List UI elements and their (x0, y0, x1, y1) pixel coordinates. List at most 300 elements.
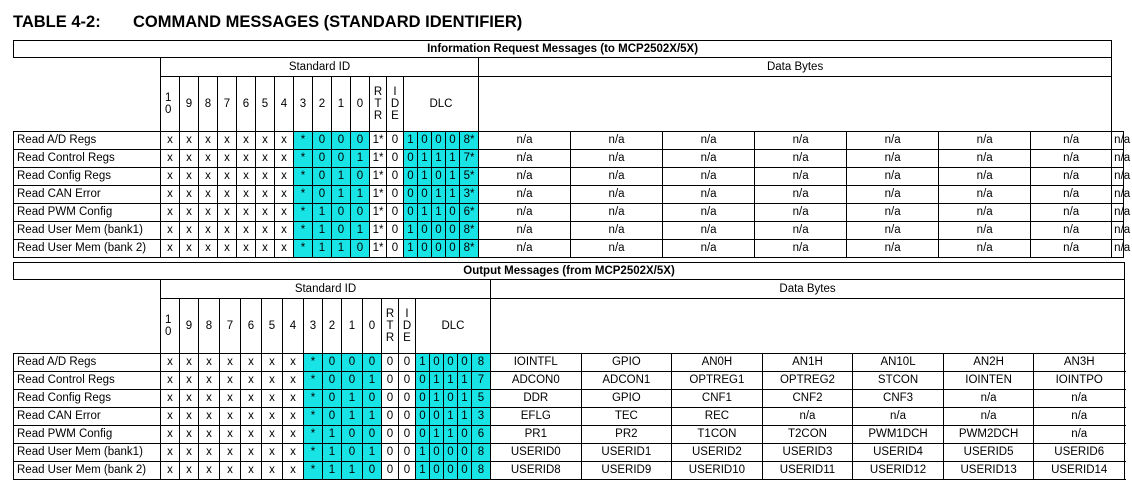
dlc-cell: 0 (432, 168, 446, 186)
id-bit-cell: x (180, 354, 199, 372)
data-byte-cell: n/a (1112, 222, 1124, 240)
id-bit-cell: x (161, 390, 180, 408)
id-bit-cell: x (180, 444, 199, 462)
dlc-cell: 0 (458, 426, 472, 444)
dlc-cell: 0 (404, 186, 418, 204)
id-bit-cell: x (241, 408, 262, 426)
id-bit-header-char: 1 (165, 91, 172, 104)
id-bit-cell: 1 (323, 462, 342, 480)
data-byte-cell: n/a (939, 150, 1031, 168)
id-bit-cell: 1 (332, 240, 351, 258)
id-bit-cell: x (283, 390, 304, 408)
information-request-table (13, 40, 1131, 258)
dlc-cell: 0 (430, 444, 444, 462)
dlc-cell: 7 (472, 372, 491, 390)
id-bit-cell: x (262, 408, 283, 426)
id-bit-cell: x (256, 132, 275, 150)
table-row (14, 354, 1125, 372)
id-bit-cell: * (304, 354, 323, 372)
data-byte-cell: n/a (663, 204, 755, 222)
id-bit-cell: * (294, 168, 313, 186)
data-byte-cell: n/a (943, 390, 1034, 408)
id-bit-cell: x (275, 186, 294, 204)
command-label: Read User Mem (bank 2) (14, 462, 161, 480)
dlc-cell: 1 (458, 408, 472, 426)
id-bit-cell: x (199, 204, 218, 222)
id-bit-cell: x (262, 372, 283, 390)
id-bit-cell: 0 (351, 132, 370, 150)
header-blank-cell (14, 280, 161, 354)
dlc-cell: 0 (444, 354, 458, 372)
id-bit-cell: 0 (313, 186, 332, 204)
data-byte-cell: ADCON0 (491, 372, 582, 390)
id-bit-cell: x (275, 150, 294, 168)
group-header-row (14, 280, 1125, 299)
id-bit-cell: x (199, 186, 218, 204)
id-bit-cell: x (218, 222, 237, 240)
id-bit-cell: x (180, 462, 199, 480)
id-bit-cell: x (218, 132, 237, 150)
id-bit-cell: x (161, 426, 180, 444)
table-row (14, 132, 1124, 150)
data-byte-cell: USERID13 (943, 462, 1034, 480)
id-bit-header: 6 (241, 299, 262, 354)
id-bit-cell: x (283, 408, 304, 426)
dlc-cell: 0 (418, 240, 432, 258)
id-bit-cell: 0 (351, 240, 370, 258)
ide-header (399, 299, 416, 354)
data-byte-cell: n/a (847, 186, 939, 204)
dlc-cell: 1 (444, 408, 458, 426)
dlc-cell: 0 (430, 408, 444, 426)
id-bit-cell: x (161, 132, 180, 150)
id-bit-cell: x (199, 132, 218, 150)
command-label: Read PWM Config (14, 204, 161, 222)
data-byte-cell: n/a (479, 168, 571, 186)
id-bit-cell: x (262, 444, 283, 462)
table-title: COMMAND MESSAGES (STANDARD IDENTIFIER) (133, 13, 523, 31)
data-byte-cell: n/a (755, 240, 847, 258)
data-byte-cell: AN1H (762, 354, 853, 372)
ide-header-char: E (391, 110, 399, 123)
id-bit-header: 5 (256, 77, 275, 132)
dlc-cell: 0 (418, 186, 432, 204)
data-byte-cell: n/a (755, 204, 847, 222)
id-bit-cell: 0 (351, 168, 370, 186)
data-byte-cell: n/a (847, 132, 939, 150)
id-bit-cell: 0 (351, 204, 370, 222)
data-byte-cell: PR2 (581, 426, 672, 444)
id-bit-cell: 0 (313, 150, 332, 168)
dlc-cell: 1 (416, 462, 430, 480)
id-bit-cell: x (237, 204, 256, 222)
table-row (14, 408, 1125, 426)
id-bit-header: 4 (283, 299, 304, 354)
dlc-cell: 1 (432, 150, 446, 168)
id-bit-cell: 0 (313, 168, 332, 186)
dlc-cell: 1 (458, 372, 472, 390)
id-bit-cell: x (241, 426, 262, 444)
dlc-cell: 1 (432, 204, 446, 222)
id-bit-header: 1 (332, 77, 351, 132)
output-messages-table (13, 262, 1125, 480)
rtr-cell: 0 (382, 444, 399, 462)
rtr-header-char: T (374, 97, 382, 110)
data-byte-cell: USERID8 (491, 462, 582, 480)
id-bit-cell: x (161, 168, 180, 186)
data-byte-cell: IOINTFL (491, 354, 582, 372)
data-byte-cell: n/a (571, 204, 663, 222)
id-bit-cell: x (180, 390, 199, 408)
id-bit-cell: 0 (323, 354, 342, 372)
command-label: Read PWM Config (14, 426, 161, 444)
data-byte-cell: n/a (479, 222, 571, 240)
table-row (14, 222, 1124, 240)
id-bit-cell: x (220, 408, 241, 426)
table-row (14, 186, 1124, 204)
command-label: Read Control Regs (14, 150, 161, 168)
id-bit-header: 8 (199, 299, 220, 354)
id-bit-cell: x (237, 132, 256, 150)
ide-cell: 0 (399, 372, 416, 390)
data-byte-cell: n/a (663, 150, 755, 168)
dlc-cell: 0 (416, 408, 430, 426)
id-bit-header: 3 (304, 299, 323, 354)
id-bit-cell: 1 (323, 444, 342, 462)
id-bit-header: 2 (313, 77, 332, 132)
dlc-cell: 5 (472, 390, 491, 408)
id-bit-cell: x (161, 240, 180, 258)
command-label: Read Config Regs (14, 168, 161, 186)
data-byte-cell: n/a (479, 204, 571, 222)
dlc-cell: 8* (460, 132, 479, 150)
id-bit-header (161, 77, 180, 132)
id-bit-cell: 1 (342, 462, 363, 480)
data-byte-cell: n/a (1031, 240, 1112, 258)
id-bit-cell: x (199, 408, 220, 426)
id-bit-header-char: 1 (165, 313, 172, 326)
id-bit-cell: x (262, 462, 283, 480)
data-byte-cell: n/a (663, 186, 755, 204)
data-byte-cell: EFLG (491, 408, 582, 426)
dlc-cell: 0 (416, 372, 430, 390)
id-bit-cell: x (180, 372, 199, 390)
rtr-header-char: R (373, 85, 383, 98)
id-bit-cell: x (218, 240, 237, 258)
ide-cell: 0 (399, 426, 416, 444)
id-bit-header: 0 (363, 299, 382, 354)
id-bit-cell: x (199, 444, 220, 462)
dlc-cell: 1 (430, 390, 444, 408)
id-bit-cell: x (275, 132, 294, 150)
dlc-cell: 1 (418, 204, 432, 222)
id-bit-cell: 1 (363, 408, 382, 426)
table-row (14, 204, 1124, 222)
dlc-cell: 0 (444, 390, 458, 408)
id-bit-header: 0 (351, 77, 370, 132)
data-byte-cell: AN3H (1034, 354, 1125, 372)
dlc-cell: 0 (416, 390, 430, 408)
dlc-cell: 0 (404, 150, 418, 168)
dlc-cell: 1 (404, 132, 418, 150)
id-bit-cell: 0 (342, 426, 363, 444)
data-byte-cell: n/a (755, 150, 847, 168)
data-byte-cell: n/a (755, 132, 847, 150)
dlc-cell: 6 (472, 426, 491, 444)
data-byte-cell: USERID0 (491, 444, 582, 462)
data-byte-cell: IOINTPO (1034, 372, 1125, 390)
dlc-cell: 0 (418, 222, 432, 240)
table-row (14, 168, 1124, 186)
ide-cell: 0 (399, 444, 416, 462)
dlc-cell: 1 (418, 150, 432, 168)
dlc-cell: 0 (458, 444, 472, 462)
table-row (14, 462, 1125, 480)
id-bit-cell: x (161, 354, 180, 372)
data-byte-cell: GPIO (581, 354, 672, 372)
id-bit-cell: x (283, 426, 304, 444)
data-byte-cell: n/a (1112, 186, 1124, 204)
dlc-cell: 1 (446, 186, 460, 204)
id-bit-cell: 0 (323, 408, 342, 426)
data-byte-cell: n/a (479, 186, 571, 204)
data-byte-cell: n/a (1112, 204, 1124, 222)
id-bit-cell: x (161, 186, 180, 204)
data-byte-cell: n/a (1031, 186, 1112, 204)
id-bit-cell: 0 (342, 372, 363, 390)
data-byte-cell: USERID11 (762, 462, 853, 480)
data-byte-cell: n/a (1112, 150, 1124, 168)
id-bit-cell: x (161, 408, 180, 426)
data-byte-cell: CNF1 (672, 390, 763, 408)
data-byte-cell: GPIO (581, 390, 672, 408)
ide-cell: 0 (387, 222, 404, 240)
data-byte-cell: USERID6 (1034, 444, 1125, 462)
rtr-cell: 0 (382, 372, 399, 390)
id-bit-cell: 1 (363, 444, 382, 462)
dlc-cell: 0 (446, 222, 460, 240)
command-label: Read CAN Error (14, 186, 161, 204)
id-bit-cell: 1 (332, 186, 351, 204)
data-byte-cell: n/a (663, 240, 755, 258)
data-byte-cell: n/a (571, 168, 663, 186)
data-byte-cell: n/a (571, 240, 663, 258)
data-byte-cell: OPTREG1 (672, 372, 763, 390)
dlc-cell: 1 (430, 372, 444, 390)
data-byte-cell: TEC (581, 408, 672, 426)
data-byte-cell: n/a (1112, 168, 1124, 186)
data-byte-cell: n/a (755, 186, 847, 204)
data-byte-cell: CNF2 (762, 390, 853, 408)
dlc-cell: 8* (460, 222, 479, 240)
dlc-cell: 1 (416, 444, 430, 462)
id-bit-header: 7 (218, 77, 237, 132)
data-bytes-blank (479, 77, 1112, 132)
data-byte-cell: n/a (847, 150, 939, 168)
id-bit-cell: * (304, 372, 323, 390)
id-bit-header: 6 (237, 77, 256, 132)
dlc-cell: 8 (472, 444, 491, 462)
table-row (14, 372, 1125, 390)
dlc-cell: 1 (418, 168, 432, 186)
data-byte-cell: n/a (847, 204, 939, 222)
dlc-cell: 3 (472, 408, 491, 426)
data-byte-cell: n/a (1031, 168, 1112, 186)
id-bit-cell: x (241, 354, 262, 372)
dlc-cell: 1 (432, 186, 446, 204)
id-bit-cell: * (294, 150, 313, 168)
id-bit-cell: x (220, 444, 241, 462)
id-bit-cell: 1 (323, 426, 342, 444)
id-bit-cell: 0 (342, 444, 363, 462)
data-byte-cell: n/a (571, 186, 663, 204)
table-row (14, 444, 1125, 462)
id-bit-cell: x (199, 426, 220, 444)
id-bit-cell: * (294, 240, 313, 258)
dlc-cell: 1 (446, 150, 460, 168)
id-bit-cell: x (283, 354, 304, 372)
rtr-cell: 1* (370, 132, 387, 150)
ide-cell: 0 (387, 204, 404, 222)
rtr-cell: 0 (382, 426, 399, 444)
data-byte-cell: DDR (491, 390, 582, 408)
id-bit-cell: x (241, 462, 262, 480)
id-bit-cell: x (199, 222, 218, 240)
dlc-cell: 1 (444, 426, 458, 444)
data-byte-cell: n/a (571, 132, 663, 150)
dlc-cell: 7* (460, 150, 479, 168)
data-byte-cell: ADCON1 (581, 372, 672, 390)
ide-cell: 0 (399, 390, 416, 408)
id-bit-cell: 0 (363, 426, 382, 444)
id-bit-cell: 1 (342, 408, 363, 426)
command-label: Read CAN Error (14, 408, 161, 426)
standard-id-header: Standard ID (161, 280, 491, 299)
id-bit-cell: 0 (363, 390, 382, 408)
table-number: TABLE 4-2: (13, 13, 101, 31)
dlc-cell: 0 (444, 462, 458, 480)
id-bit-cell: x (199, 240, 218, 258)
data-byte-cell: PR1 (491, 426, 582, 444)
id-bit-cell: x (283, 444, 304, 462)
rtr-header-char: R (385, 332, 395, 345)
id-bit-cell: x (161, 222, 180, 240)
dlc-cell: 0 (404, 204, 418, 222)
id-bit-cell: x (199, 168, 218, 186)
dlc-cell: 0 (444, 444, 458, 462)
rtr-header-char: R (385, 307, 395, 320)
command-label: Read A/D Regs (14, 354, 161, 372)
data-byte-cell: n/a (663, 222, 755, 240)
data-byte-cell: PWM1DCH (853, 426, 944, 444)
dlc-cell: 0 (446, 240, 460, 258)
rtr-cell: 0 (382, 354, 399, 372)
id-bit-cell: 0 (313, 132, 332, 150)
id-bit-cell: x (218, 186, 237, 204)
data-byte-cell: AN0H (672, 354, 763, 372)
id-bit-header: 4 (275, 77, 294, 132)
data-byte-cell: T1CON (672, 426, 763, 444)
ide-header-char: I (393, 85, 397, 98)
id-bit-header: 2 (323, 299, 342, 354)
data-byte-cell: n/a (755, 168, 847, 186)
id-bit-cell: x (180, 132, 199, 150)
rtr-cell: 0 (382, 408, 399, 426)
rtr-cell: 1* (370, 150, 387, 168)
data-byte-cell: n/a (1031, 222, 1112, 240)
ide-cell: 0 (399, 462, 416, 480)
id-bit-cell: x (180, 150, 199, 168)
command-label: Read User Mem (bank1) (14, 222, 161, 240)
data-byte-cell: USERID10 (672, 462, 763, 480)
id-bit-header (161, 299, 180, 354)
id-bit-cell: x (237, 222, 256, 240)
dlc-cell: 0 (430, 462, 444, 480)
id-bit-cell: x (180, 240, 199, 258)
column-header-row (14, 77, 1124, 132)
ide-cell: 0 (399, 408, 416, 426)
data-byte-cell: IOINTEN (943, 372, 1034, 390)
ide-cell: 0 (387, 186, 404, 204)
ide-header-char: D (402, 319, 412, 332)
data-byte-cell: n/a (1031, 132, 1112, 150)
data-byte-cell: n/a (571, 150, 663, 168)
id-bit-cell: 1 (363, 372, 382, 390)
id-bit-cell: * (294, 222, 313, 240)
id-bit-cell: 0 (363, 462, 382, 480)
data-byte-cell: n/a (762, 408, 853, 426)
data-byte-cell: n/a (479, 150, 571, 168)
id-bit-cell: x (180, 408, 199, 426)
data-byte-cell: n/a (479, 240, 571, 258)
data-byte-cell: n/a (1034, 408, 1125, 426)
data-byte-cell: n/a (939, 168, 1031, 186)
id-bit-cell: x (256, 168, 275, 186)
ide-header (387, 77, 404, 132)
id-bit-cell: x (161, 372, 180, 390)
ide-cell: 0 (387, 150, 404, 168)
dlc-cell: 6* (460, 204, 479, 222)
id-bit-cell: 0 (363, 354, 382, 372)
data-byte-cell: USERID1 (581, 444, 672, 462)
data-byte-cell: USERID5 (943, 444, 1034, 462)
id-bit-cell: * (304, 390, 323, 408)
id-bit-cell: x (220, 372, 241, 390)
id-bit-cell: x (275, 240, 294, 258)
header-blank-cell (14, 58, 161, 132)
id-bit-cell: x (220, 462, 241, 480)
rtr-header-char: T (386, 319, 394, 332)
data-byte-cell: USERID3 (762, 444, 853, 462)
id-bit-cell: x (241, 444, 262, 462)
id-bit-cell: 1 (351, 150, 370, 168)
id-bit-cell: x (199, 372, 220, 390)
ide-header-char: I (405, 307, 409, 320)
id-bit-header: 7 (220, 299, 241, 354)
data-byte-cell: STCON (853, 372, 944, 390)
id-bit-header: 3 (294, 77, 313, 132)
data-bytes-header: Data Bytes (479, 58, 1112, 77)
id-bit-cell: 1 (351, 186, 370, 204)
id-bit-cell: x (180, 222, 199, 240)
id-bit-cell: x (180, 186, 199, 204)
table-row (14, 150, 1124, 168)
data-byte-cell: n/a (1112, 240, 1124, 258)
rtr-cell: 1* (370, 204, 387, 222)
id-bit-cell: x (256, 150, 275, 168)
ide-cell: 0 (387, 240, 404, 258)
id-bit-header: 9 (180, 299, 199, 354)
